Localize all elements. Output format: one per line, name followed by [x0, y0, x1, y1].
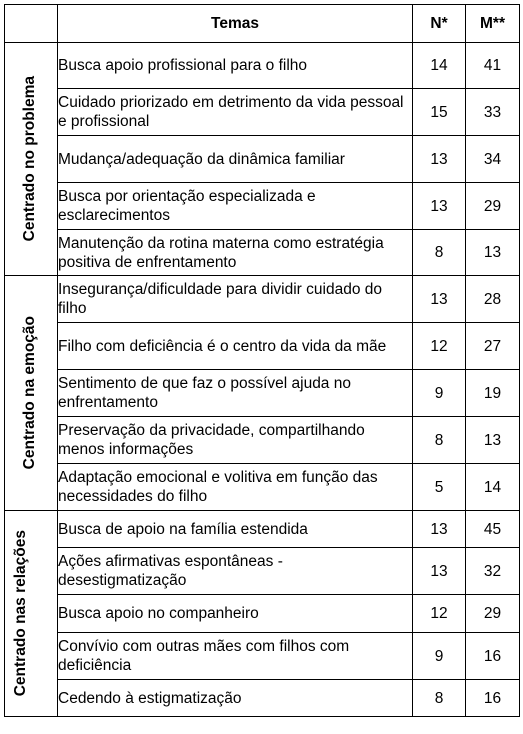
- table-row: [5, 370, 520, 417]
- table-row: [5, 230, 520, 276]
- n-cell: 13: [413, 136, 466, 183]
- n-cell: 14: [413, 43, 466, 89]
- n-cell: 9: [413, 633, 466, 680]
- n-cell: 5: [413, 464, 466, 511]
- m-cell: 33: [466, 89, 520, 136]
- table-row: [5, 43, 520, 89]
- group-label-problem: [5, 43, 58, 276]
- m-cell: 45: [466, 511, 520, 548]
- table-row: [5, 417, 520, 464]
- theme-cell: Sentimento de que faz o possível ajuda no enfrentamento: [58, 370, 413, 417]
- n-cell: 8: [413, 417, 466, 464]
- theme-cell: Cedendo à estigmatização: [58, 680, 413, 717]
- theme-cell: Preservação da privacidade, compartilhando menos informações: [58, 417, 413, 464]
- table-row: [5, 323, 520, 370]
- table-row: [5, 511, 520, 548]
- group-label-relations: [5, 511, 58, 717]
- header-group-cell: [5, 5, 58, 43]
- n-cell: 13: [413, 548, 466, 595]
- n-cell: 9: [413, 370, 466, 417]
- table-row: [5, 633, 520, 680]
- table-row: [5, 595, 520, 633]
- table-row: [5, 136, 520, 183]
- n-cell: 8: [413, 680, 466, 717]
- theme-cell: Filho com deficiência é o centro da vida da mãe: [58, 323, 413, 370]
- m-cell: 29: [466, 183, 520, 230]
- table-row: [5, 276, 520, 323]
- theme-cell: Busca apoio profissional para o filho: [58, 43, 413, 89]
- m-cell: 28: [466, 276, 520, 323]
- n-cell: 15: [413, 89, 466, 136]
- m-cell: 13: [466, 417, 520, 464]
- theme-cell: Manutenção da rotina materna como estratégia positiva de enfrentamento: [58, 230, 413, 276]
- theme-cell: Insegurança/dificuldade para dividir cuidado do filho: [58, 276, 413, 323]
- theme-cell: Busca apoio no companheiro: [58, 595, 413, 633]
- m-cell: 13: [466, 230, 520, 276]
- header-theme: Temas: [58, 5, 413, 43]
- theme-cell: Convívio com outras mães com filhos com deficiência: [58, 633, 413, 680]
- header-m: M**: [466, 5, 520, 43]
- theme-cell: Ações afirmativas espontâneas - desestigmatização: [58, 548, 413, 595]
- table-row: [5, 89, 520, 136]
- m-cell: 27: [466, 323, 520, 370]
- m-cell: 41: [466, 43, 520, 89]
- theme-cell: Cuidado priorizado em detrimento da vida pessoal e profissional: [58, 89, 413, 136]
- m-cell: 29: [466, 595, 520, 633]
- n-cell: 8: [413, 230, 466, 276]
- m-cell: 14: [466, 464, 520, 511]
- header-n: N*: [413, 5, 466, 43]
- n-cell: 12: [413, 595, 466, 633]
- group-label-text: Centrado no problema: [21, 76, 38, 242]
- m-cell: 34: [466, 136, 520, 183]
- m-cell: 32: [466, 548, 520, 595]
- group-label-emotion: [5, 276, 58, 511]
- m-cell: 19: [466, 370, 520, 417]
- table-row: [5, 183, 520, 230]
- n-cell: 13: [413, 183, 466, 230]
- m-cell: 16: [466, 680, 520, 717]
- table-row: [5, 464, 520, 511]
- coping-themes-table: [4, 4, 520, 717]
- table-row: [5, 680, 520, 717]
- n-cell: 13: [413, 511, 466, 548]
- n-cell: 12: [413, 323, 466, 370]
- theme-cell: Mudança/adequação da dinâmica familiar: [58, 136, 413, 183]
- n-cell: 13: [413, 276, 466, 323]
- table-row: [5, 548, 520, 595]
- group-label-text: Centrado nas relações: [12, 530, 29, 697]
- m-cell: 16: [466, 633, 520, 680]
- group-label-text: Centrado na emoção: [21, 316, 38, 470]
- theme-cell: Busca de apoio na família estendida: [58, 511, 413, 548]
- theme-cell: Adaptação emocional e volitiva em função das necessidades do filho: [58, 464, 413, 511]
- header-row: [5, 5, 520, 43]
- theme-cell: Busca por orientação especializada e esclarecimentos: [58, 183, 413, 230]
